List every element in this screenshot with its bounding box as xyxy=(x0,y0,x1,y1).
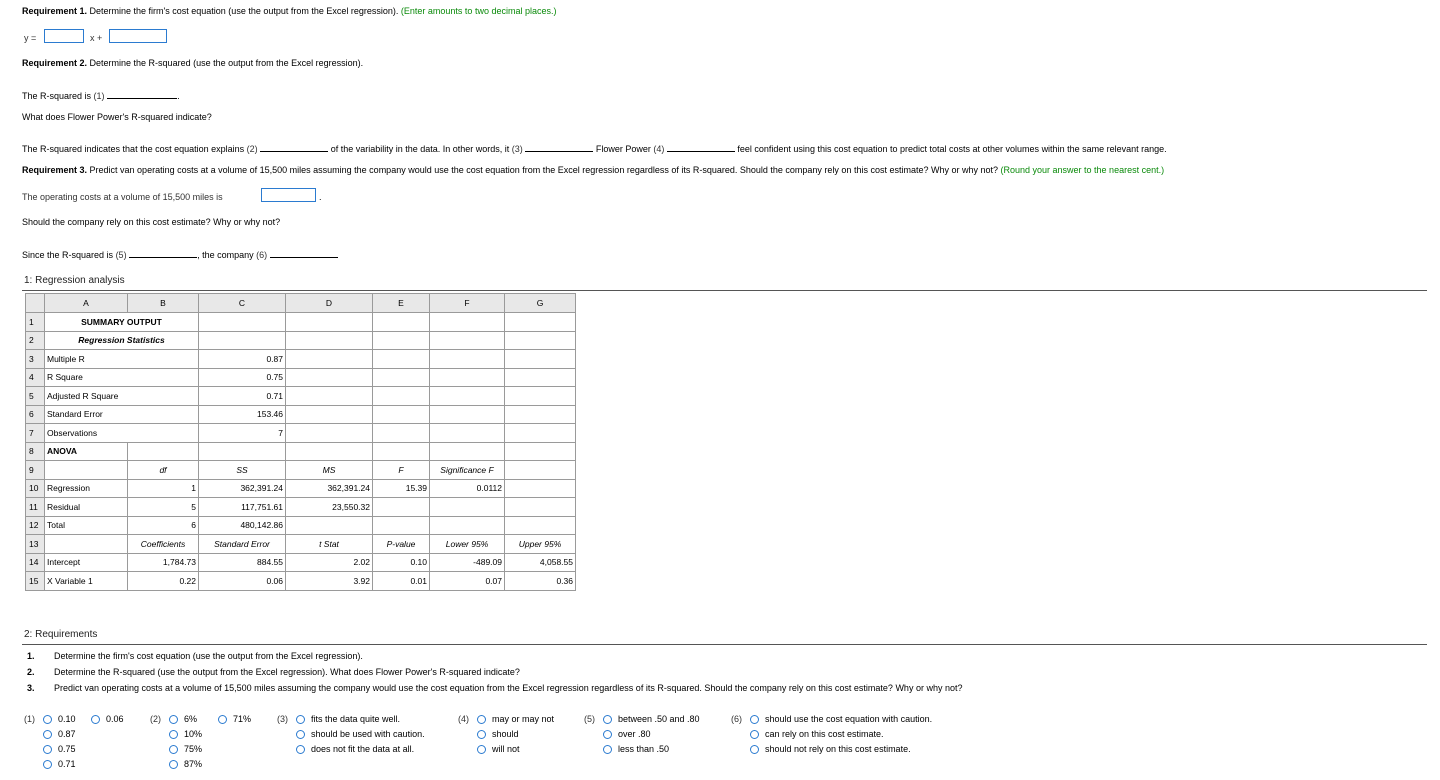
stat-label: Adjusted R Square xyxy=(45,387,199,406)
stat-label: Observations xyxy=(45,424,199,443)
table-row xyxy=(26,313,576,332)
table-row xyxy=(26,498,576,517)
col-header-e: E xyxy=(373,294,430,313)
anova-header-ss: SS xyxy=(199,461,286,480)
stat-value: 0.71 xyxy=(199,387,286,406)
coef-lower: 0.07 xyxy=(430,572,505,591)
col-header-a: A xyxy=(45,294,128,313)
anova-df: 6 xyxy=(128,516,199,535)
radio-button[interactable] xyxy=(603,745,612,754)
coef-header-upper: Upper 95% xyxy=(505,535,576,554)
anova-header-df: df xyxy=(128,461,199,480)
table-row xyxy=(26,387,576,406)
choice-option[interactable]: 0.71 xyxy=(43,759,76,769)
col-header-c: C xyxy=(199,294,286,313)
req2-question: What does Flower Power's R-squared indicate? xyxy=(22,112,212,122)
choice-group-1-label: (1) xyxy=(24,714,35,724)
req3-hint: (Round your answer to the nearest cent.) xyxy=(998,165,1165,175)
req2-title: Requirement 2. xyxy=(22,58,88,68)
choice-group-6-label: (6) xyxy=(731,714,742,724)
summary-output-title: SUMMARY OUTPUT xyxy=(45,313,199,332)
col-header-f: F xyxy=(430,294,505,313)
x-label: x + xyxy=(90,33,103,43)
choice-option[interactable]: can rely on this cost estimate. xyxy=(750,729,884,739)
anova-df: 5 xyxy=(128,498,199,517)
anova-ss: 117,751.61 xyxy=(199,498,286,517)
explain-line xyxy=(22,143,1167,154)
col-header-d: D xyxy=(286,294,373,313)
y-label: y = xyxy=(24,33,37,43)
radio-button[interactable] xyxy=(91,715,100,724)
req1-text: Determine the firm's cost equation (use the output from the Excel regression). xyxy=(87,6,399,16)
anova-ms: 23,550.32 xyxy=(286,498,373,517)
operating-costs-period: . xyxy=(319,192,322,202)
radio-button[interactable] xyxy=(750,730,759,739)
anova-sig: 0.0112 xyxy=(430,479,505,498)
regression-divider xyxy=(22,290,1427,291)
coef-row-label: Intercept xyxy=(45,553,128,572)
coef-t: 3.92 xyxy=(286,572,373,591)
table-row xyxy=(26,461,576,480)
radio-button[interactable] xyxy=(750,715,759,724)
requirement-number: 3. xyxy=(27,683,35,693)
coef-p: 0.10 xyxy=(373,553,430,572)
choice-group-5-label: (5) xyxy=(584,714,595,724)
requirements-section-title: 2: Requirements xyxy=(24,629,98,640)
blank-6-number: (6) xyxy=(256,250,268,260)
choice-group-2-label: (2) xyxy=(150,714,161,724)
anova-header-sig: Significance F xyxy=(430,461,505,480)
stat-label: Multiple R xyxy=(45,350,199,369)
table-row xyxy=(26,350,576,369)
regression-statistics-title: Regression Statistics xyxy=(45,331,199,350)
r-squared-line: The R-squared is (1) . xyxy=(22,91,180,101)
column-header-row xyxy=(26,294,576,313)
row-number: 1 xyxy=(26,313,45,332)
anova-ss: 362,391.24 xyxy=(199,479,286,498)
coef-header-lower: Lower 95% xyxy=(430,535,505,554)
explain-prefix: The R-squared indicates that the cost equation explains xyxy=(22,144,245,154)
table-row xyxy=(26,368,576,387)
anova-ss: 480,142.86 xyxy=(199,516,286,535)
row-number: 11 xyxy=(26,498,45,517)
radio-button[interactable] xyxy=(218,715,227,724)
choice-option[interactable]: fits the data quite well. xyxy=(296,714,400,724)
requirement-text: Determine the R-squared (use the output from the Excel regression). What does Flower Power's R-squared indicate? xyxy=(54,667,520,677)
blank-4-number: (4) xyxy=(653,144,665,154)
choice-option[interactable]: 10% xyxy=(169,729,202,739)
choice-option[interactable]: should use the cost equation with caution. xyxy=(750,714,932,724)
choice-option[interactable]: 75% xyxy=(169,744,202,754)
blank-1-number: (1) xyxy=(93,91,105,101)
stat-value: 7 xyxy=(199,424,286,443)
choice-option[interactable]: should not rely on this cost estimate. xyxy=(750,744,911,754)
choice-option[interactable]: 0.10 xyxy=(43,714,76,724)
stat-value: 0.87 xyxy=(199,350,286,369)
radio-button[interactable] xyxy=(477,715,486,724)
row-number: 14 xyxy=(26,553,45,572)
coef-header-p: P-value xyxy=(373,535,430,554)
operating-costs-input[interactable] xyxy=(261,188,316,202)
table-row xyxy=(26,572,576,591)
table-row xyxy=(26,553,576,572)
row-number: 8 xyxy=(26,442,45,461)
stat-label: R Square xyxy=(45,368,199,387)
choice-option[interactable]: over .80 xyxy=(603,729,651,739)
req2-text: Determine the R-squared (use the output from the Excel regression). xyxy=(87,58,364,68)
requirement-number: 1. xyxy=(27,651,35,661)
radio-button[interactable] xyxy=(43,760,52,769)
choice-option[interactable]: 6% xyxy=(169,714,197,724)
radio-button[interactable] xyxy=(603,715,612,724)
choice-option[interactable]: will not xyxy=(477,744,520,754)
radio-button[interactable] xyxy=(477,730,486,739)
explain-mid: of the variability in the data. In other words, it xyxy=(330,144,510,154)
choice-option[interactable]: 0.75 xyxy=(43,744,76,754)
radio-button[interactable] xyxy=(296,730,305,739)
req2-heading xyxy=(22,58,363,68)
coef-header-coef: Coefficients xyxy=(128,535,199,554)
coef-upper: 4,058.55 xyxy=(505,553,576,572)
req3-title: Requirement 3. xyxy=(22,165,88,175)
anova-row-label: Regression xyxy=(45,479,128,498)
anova-row-label: Residual xyxy=(45,498,128,517)
row-number: 9 xyxy=(26,461,45,480)
anova-df: 1 xyxy=(128,479,199,498)
req1-hint: (Enter amounts to two decimal places.) xyxy=(398,6,557,16)
coef-value: 0.22 xyxy=(128,572,199,591)
choice-option[interactable]: should be used with caution. xyxy=(296,729,425,739)
req3-question: Should the company rely on this cost estimate? Why or why not? xyxy=(22,217,281,227)
radio-button[interactable] xyxy=(169,715,178,724)
choice-option[interactable]: should xyxy=(477,729,519,739)
since-line xyxy=(22,249,338,260)
table-row xyxy=(26,535,576,554)
requirement-text: Predict van operating costs at a volume of 15,500 miles assuming the company would use the cost equation from the Excel regression regardless of its R-squared. Should the company rely on this cost estimate? Why or why not? xyxy=(54,683,963,693)
coef-se: 884.55 xyxy=(199,553,286,572)
anova-header-f: F xyxy=(373,461,430,480)
row-number: 4 xyxy=(26,368,45,387)
requirement-text: Determine the firm's cost equation (use the output from the Excel regression). xyxy=(54,651,363,661)
choice-group-4-label: (4) xyxy=(458,714,469,724)
radio-button[interactable] xyxy=(296,745,305,754)
radio-button[interactable] xyxy=(169,745,178,754)
radio-button[interactable] xyxy=(296,715,305,724)
blank-3-dropdown[interactable] xyxy=(525,143,593,152)
intercept-input[interactable] xyxy=(109,29,167,43)
choice-option[interactable]: less than .50 xyxy=(603,744,669,754)
table-row xyxy=(26,331,576,350)
stat-value: 0.75 xyxy=(199,368,286,387)
choice-option[interactable]: 71% xyxy=(218,714,251,724)
req1-heading xyxy=(22,6,556,16)
regression-table xyxy=(25,293,576,591)
coef-upper: 0.36 xyxy=(505,572,576,591)
coef-header-t: t Stat xyxy=(286,535,373,554)
coef-se: 0.06 xyxy=(199,572,286,591)
blank-3-number: (3) xyxy=(511,144,523,154)
col-header-g: G xyxy=(505,294,576,313)
blank-6-dropdown[interactable] xyxy=(270,249,338,258)
stat-label: Standard Error xyxy=(45,405,199,424)
stat-value: 153.46 xyxy=(199,405,286,424)
choice-option[interactable]: may or may not xyxy=(477,714,554,724)
r-squared-prefix: The R-squared is xyxy=(22,91,92,101)
blank-5-number: (5) xyxy=(115,250,127,260)
choice-option[interactable]: 87% xyxy=(169,759,202,769)
anova-ms: 362,391.24 xyxy=(286,479,373,498)
regression-section-title: 1: Regression analysis xyxy=(24,275,125,286)
req3-text: Predict van operating costs at a volume of 15,500 miles assuming the company would use the cost equation from the Excel regression regardless of its R-squared. Should the company rely on this cost estimate? Why or why not? xyxy=(87,165,998,175)
radio-button[interactable] xyxy=(477,745,486,754)
radio-button[interactable] xyxy=(43,715,52,724)
row-number: 7 xyxy=(26,424,45,443)
row-number: 2 xyxy=(26,331,45,350)
req3-heading xyxy=(22,165,1164,175)
radio-button[interactable] xyxy=(603,730,612,739)
since-mid: , the company xyxy=(197,250,254,260)
table-row xyxy=(26,442,576,461)
since-prefix: Since the R-squared is xyxy=(22,250,114,260)
row-number: 6 xyxy=(26,405,45,424)
blank-1-dropdown[interactable] xyxy=(107,90,177,99)
operating-costs-label: The operating costs at a volume of 15,500 miles is xyxy=(22,192,223,202)
row-number: 3 xyxy=(26,350,45,369)
row-number: 5 xyxy=(26,387,45,406)
col-header-b: B xyxy=(128,294,199,313)
radio-button[interactable] xyxy=(169,760,178,769)
radio-button[interactable] xyxy=(43,730,52,739)
req1-title: Requirement 1. xyxy=(22,6,88,16)
radio-button[interactable] xyxy=(43,745,52,754)
anova-row-label: Total xyxy=(45,516,128,535)
row-number: 10 xyxy=(26,479,45,498)
blank-2-number: (2) xyxy=(246,144,258,154)
choice-option[interactable]: 0.06 xyxy=(91,714,124,724)
blank-2-dropdown[interactable] xyxy=(260,143,328,152)
anova-header-ms: MS xyxy=(286,461,373,480)
choice-option[interactable]: between .50 and .80 xyxy=(603,714,700,724)
choice-option[interactable]: does not fit the data at all. xyxy=(296,744,414,754)
requirement-number: 2. xyxy=(27,667,35,677)
coef-p: 0.01 xyxy=(373,572,430,591)
anova-label: ANOVA xyxy=(45,442,128,461)
coef-value: 1,784.73 xyxy=(128,553,199,572)
coef-row-label: X Variable 1 xyxy=(45,572,128,591)
slope-input[interactable] xyxy=(44,29,84,43)
coef-lower: -489.09 xyxy=(430,553,505,572)
blank-5-dropdown[interactable] xyxy=(129,249,197,258)
corner-cell xyxy=(26,294,45,313)
row-number: 13 xyxy=(26,535,45,554)
explain-company: Flower Power xyxy=(595,144,651,154)
choice-group-3-label: (3) xyxy=(277,714,288,724)
table-row xyxy=(26,479,576,498)
coef-t: 2.02 xyxy=(286,553,373,572)
table-row xyxy=(26,516,576,535)
radio-button[interactable] xyxy=(750,745,759,754)
blank-4-dropdown[interactable] xyxy=(667,143,735,152)
coef-header-se: Standard Error xyxy=(199,535,286,554)
requirements-divider xyxy=(22,644,1427,645)
anova-f: 15.39 xyxy=(373,479,430,498)
row-number: 12 xyxy=(26,516,45,535)
table-row xyxy=(26,424,576,443)
choice-option[interactable]: 0.87 xyxy=(43,729,76,739)
radio-button[interactable] xyxy=(169,730,178,739)
explain-end: feel confident using this cost equation to predict total costs at other volumes within the same relevant range. xyxy=(737,144,1167,154)
table-row xyxy=(26,405,576,424)
row-number: 15 xyxy=(26,572,45,591)
